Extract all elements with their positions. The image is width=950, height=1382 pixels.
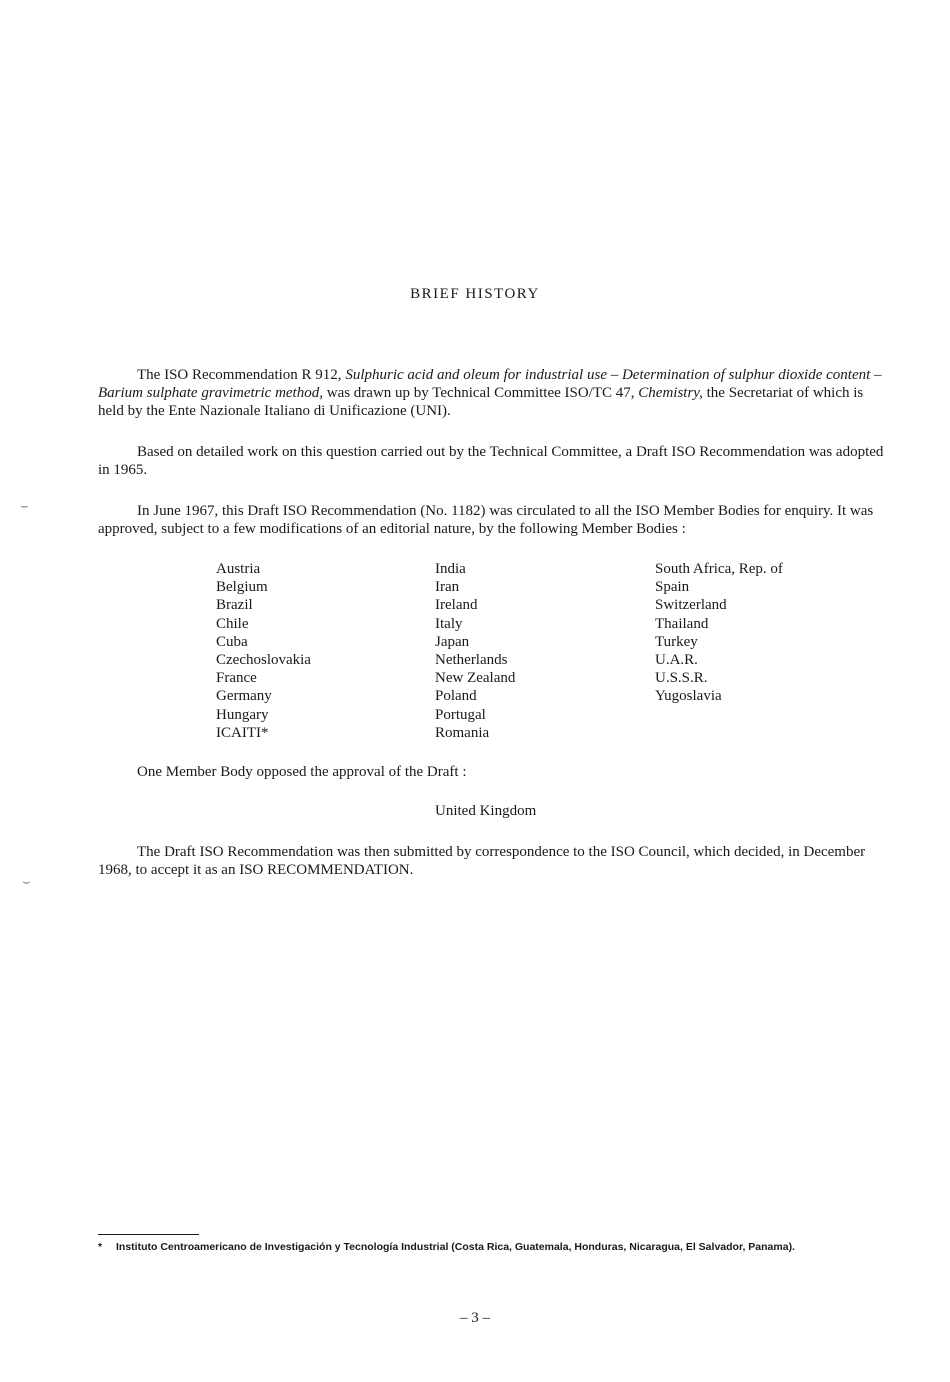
member-body: India	[435, 561, 466, 577]
member-body: Brazil	[216, 597, 253, 614]
member-body: Ireland	[435, 597, 478, 614]
opposition-intro: One Member Body opposed the approval of the Draft :	[137, 764, 467, 780]
footnote	[98, 1240, 868, 1254]
member-body: New Zealand	[435, 670, 516, 687]
member-body: Spain	[655, 579, 690, 596]
member-body: ICAITI*	[216, 724, 269, 741]
member-body: Japan	[435, 633, 470, 650]
member-body: Romania	[435, 724, 490, 741]
member-body: Italy	[435, 615, 463, 632]
scan-mark: ⌣	[22, 874, 31, 889]
paragraph-circulation: In June 1967, this Draft ISO Recommendation (No. 1182) was circulated to all the ISO Member Bodies for enquiry. It was approved, subject to a few modifications of an editorial nature, by the following Member Bodies :	[98, 503, 874, 537]
member-list-col1	[216, 560, 311, 742]
paragraph-adoption: Based on detailed work on this question carried out by the Technical Committee, a Draft ISO Recommendation was adopted in 1965.	[98, 444, 884, 478]
footnote-text: Instituto Centroamericano de Investigación y Tecnología Industrial (Costa Rica, Guatemala, Honduras, Nicaragua, El Salvador, Panama).	[116, 1241, 795, 1253]
origin-text-1: The ISO Recommendation R 912,	[137, 367, 346, 383]
page-heading: BRIEF HISTORY	[410, 286, 540, 302]
member-body: Hungary	[216, 706, 269, 723]
origin-text-2: was drawn up by Technical Committee ISO/TC 47,	[322, 385, 639, 401]
member-body: Yugoslavia	[655, 688, 722, 705]
page-number: – 3 –	[460, 1310, 490, 1326]
member-list-col2	[435, 560, 515, 742]
member-body: Turkey	[655, 633, 698, 650]
member-body: Iran	[435, 579, 460, 596]
scan-mark: ⌣	[20, 498, 29, 513]
member-body: Austria	[216, 561, 261, 577]
member-body: U.S.S.R.	[655, 670, 708, 687]
member-body: U.A.R.	[655, 652, 698, 669]
recommendation-title: Sulphuric acid and oleum for industrial use – Determination of sulphur dioxide content – Barium sulphate gravimetric method,	[98, 367, 882, 401]
member-body: Chile	[216, 615, 249, 632]
committee-name: Chemistry,	[638, 385, 703, 401]
origin-text-3: the Secretariat of which is held by the Ente Nazionale Italiano di Unificazione (UNI).	[98, 385, 864, 419]
member-body: Poland	[435, 688, 477, 705]
member-body: Czechoslovakia	[216, 652, 311, 669]
member-body: Belgium	[216, 579, 268, 596]
member-body: France	[216, 670, 257, 687]
member-list-col3	[655, 560, 783, 706]
paragraph-origin	[98, 366, 888, 420]
opposing-member: United Kingdom	[435, 803, 537, 819]
member-body: Germany	[216, 688, 272, 705]
footnote-rule	[98, 1234, 199, 1235]
footnote-marker: *	[98, 1241, 103, 1253]
member-body: Portugal	[435, 706, 486, 723]
member-body: Cuba	[216, 633, 248, 650]
paragraph-acceptance: The Draft ISO Recommendation was then submitted by correspondence to the ISO Council, which decided, in December 1968, to accept it as an ISO RECOMMENDATION.	[98, 844, 866, 878]
member-body: Thailand	[655, 615, 709, 632]
member-body: Netherlands	[435, 652, 508, 669]
member-body: Switzerland	[655, 597, 727, 614]
member-body: South Africa, Rep. of	[655, 561, 783, 577]
